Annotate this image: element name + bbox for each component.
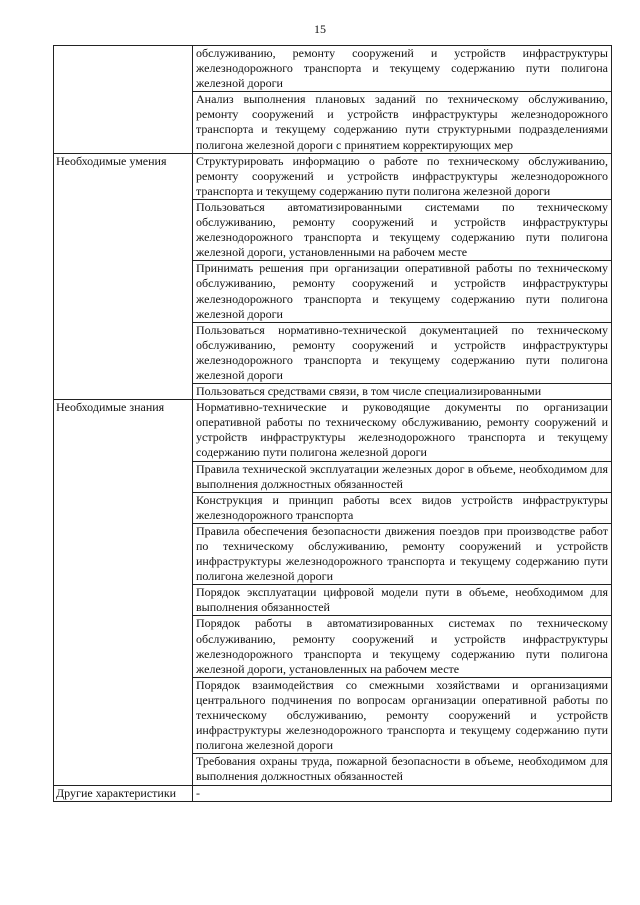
page-number: 15 bbox=[314, 22, 326, 36]
section-label-other: Другие характеристики bbox=[54, 785, 193, 801]
table-cell: Порядок взаимодействия со смежными хозяйствами и организациями центрального подчинения по вопросам организации оперативной работы по техническому обслуживанию, ремонту сооружений и устройств инфраструктуры железнодорожного транспорта и текущему содержанию пути полигона железной дороги bbox=[193, 677, 612, 753]
section-label-knowledge: Необходимые знания bbox=[54, 400, 193, 785]
table-cell: Порядок работы в автоматизированных системах по техническому обслуживанию, ремонту сооружений и устройств инфраструктуры железнодорожного транспорта и текущему содержанию пути полигона железной дороги, установленных на рабочем месте bbox=[193, 616, 612, 677]
table-cell: Принимать решения при организации оперативной работы по техническому обслуживанию, ремонту сооружений и устройств инфраструктуры железнодорожного транспорта и текущему содержанию пути полигона железной дороги bbox=[193, 261, 612, 322]
table-cell: Требования охраны труда, пожарной безопасности в объеме, необходимом для выполнения должностных обязанностей bbox=[193, 754, 612, 785]
table-row bbox=[54, 153, 612, 199]
table-cell: Нормативно-технические и руководящие документы по организации оперативной работы по техническому обслуживанию, ремонту сооружений и устройств инфраструктуры железнодорожного транспорта и текущему содержанию пути полигона железной дороги bbox=[193, 400, 612, 461]
table-cell: Конструкция и принцип работы всех видов устройств инфраструктуры железнодорожного транспорта bbox=[193, 492, 612, 523]
table-cell: Анализ выполнения плановых заданий по техническому обслуживанию, ремонту сооружений и устройств инфраструктуры железнодорожного транспорта и текущему содержанию пути структурными подразделениями полигона железной дороги с принятием корректирующих мер bbox=[193, 92, 612, 153]
section-label bbox=[54, 46, 193, 154]
table-row bbox=[54, 400, 612, 461]
table-cell: Правила обеспечения безопасности движения поездов при производстве работ по техническому обслуживанию, ремонту сооружений и устройств инфраструктуры железнодорожного транспорта и текущему содержанию пути полигона железной дороги bbox=[193, 523, 612, 584]
requirements-table bbox=[53, 45, 612, 802]
table-cell: обслуживанию, ремонту сооружений и устройств инфраструктуры железнодорожного транспорта и текущему содержанию пути полигона железной дороги bbox=[193, 46, 612, 92]
table-cell: Пользоваться нормативно-технической документацией по техническому обслуживанию, ремонту сооружений и устройств инфраструктуры железнодорожного транспорта и текущему содержанию пути полигона железной дороги bbox=[193, 322, 612, 383]
table-cell: Пользоваться средствами связи, в том числе специализированными bbox=[193, 384, 612, 400]
table-row bbox=[54, 785, 612, 801]
table-row bbox=[54, 46, 612, 92]
section-label-skills: Необходимые умения bbox=[54, 153, 193, 400]
table-cell: Правила технической эксплуатации железных дорог в объеме, необходимом для выполнения должностных обязанностей bbox=[193, 461, 612, 492]
table-cell: - bbox=[193, 785, 612, 801]
table-cell: Пользоваться автоматизированными системами по техническому обслуживанию, ремонту сооружений и устройств инфраструктуры железнодорожного транспорта и текущему содержанию пути полигона железной дороги, установленными на рабочем месте bbox=[193, 199, 612, 260]
table-cell: Структурировать информацию о работе по техническому обслуживанию, ремонту сооружений и устройств инфраструктуры железнодорожного транспорта и текущему содержанию пути полигона железной дороги bbox=[193, 153, 612, 199]
table-cell: Порядок эксплуатации цифровой модели пути в объеме, необходимом для выполнения обязанностей bbox=[193, 585, 612, 616]
